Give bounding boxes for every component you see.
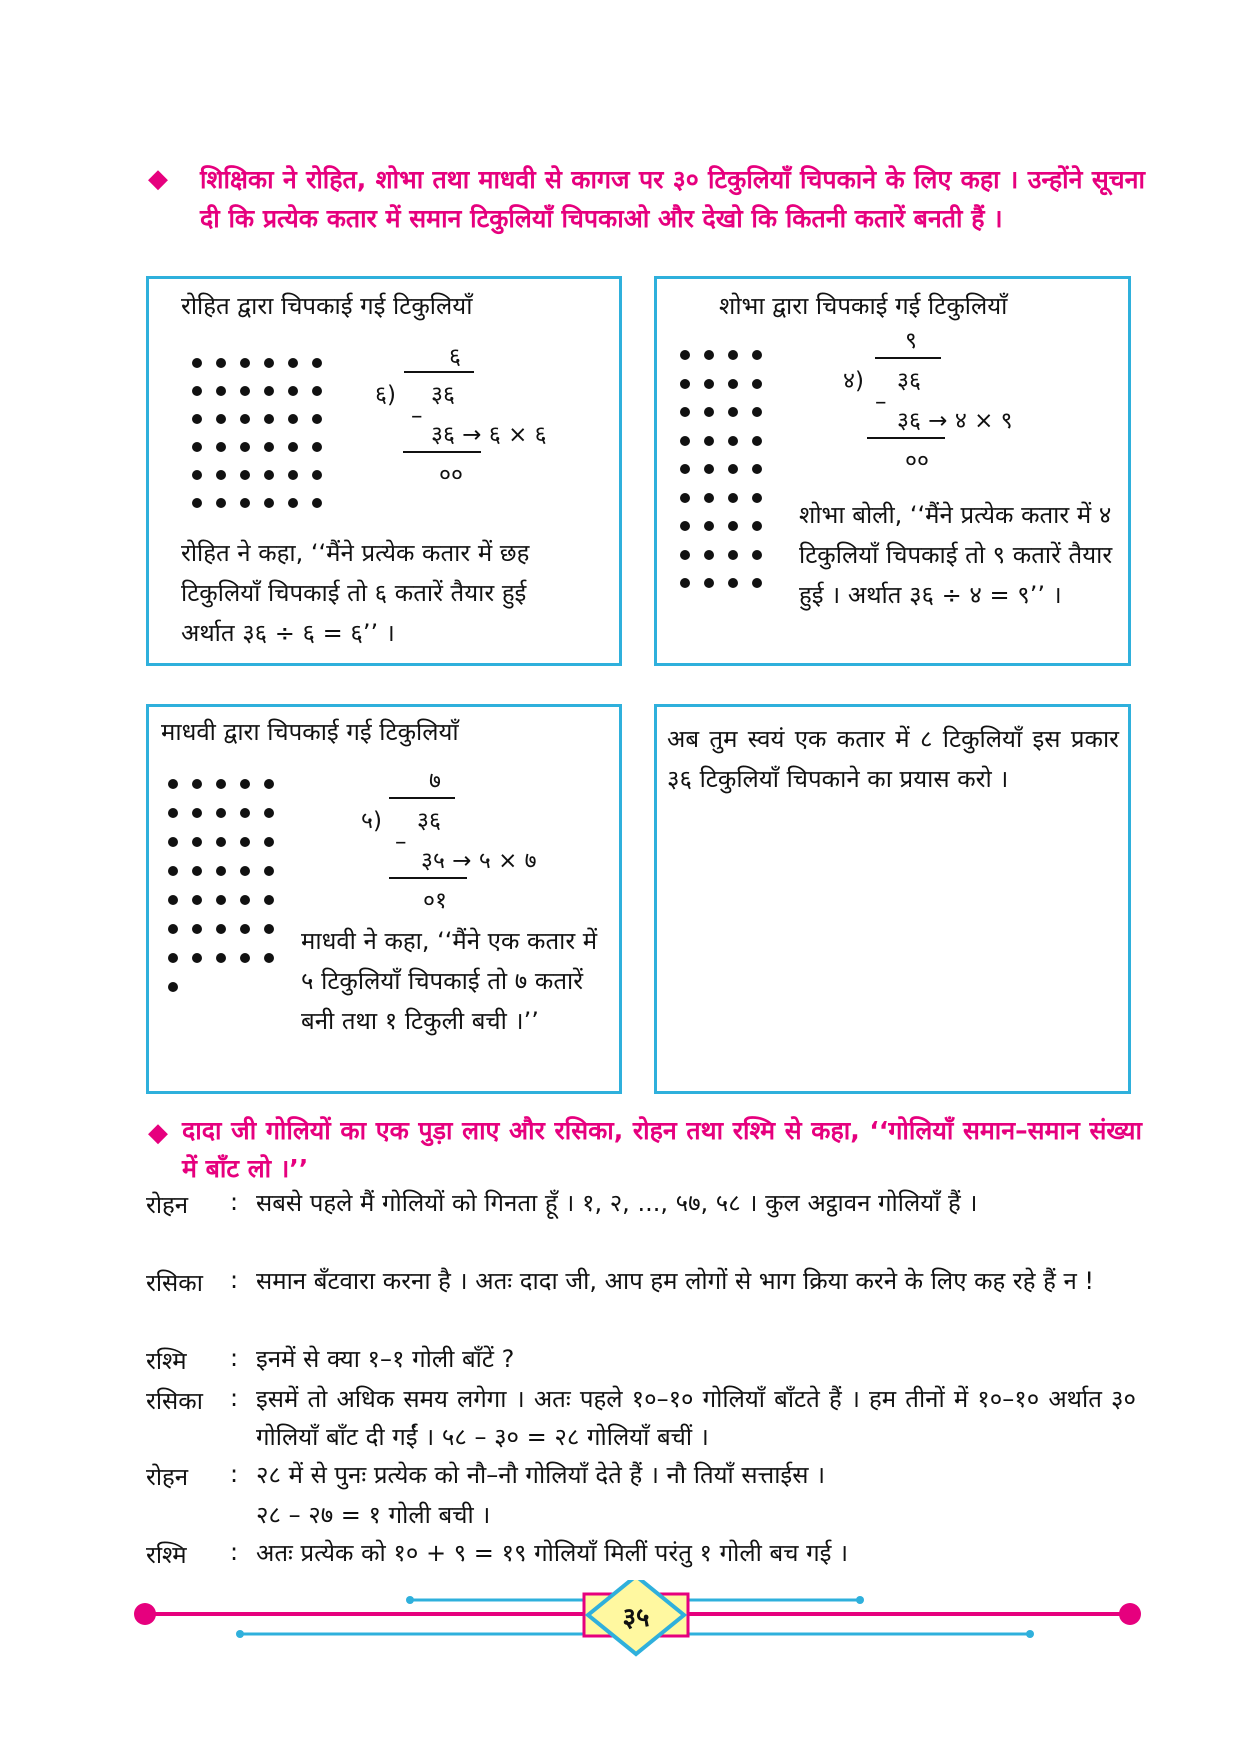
dot (264, 442, 274, 452)
diamond-bullet-icon: ◆ (148, 164, 168, 194)
dot (680, 436, 690, 446)
dot (240, 866, 250, 876)
dot (680, 407, 690, 417)
dot (192, 358, 202, 368)
dot (288, 498, 298, 508)
dialog-text: इनमें से क्या १–१ गोली बाँटें ? (256, 1345, 515, 1373)
rohit-remainder: ०० (439, 462, 463, 488)
dot (752, 493, 762, 503)
dot (216, 470, 226, 480)
dot (216, 386, 226, 396)
dot (728, 407, 738, 417)
dot (752, 578, 762, 588)
madhavi-remainder: ०१ (423, 888, 447, 914)
section2-paragraph: दादा जी गोलियों का एक पुड़ा लाए और रसिका, रोहन तथा रश्मि से कहा, ‘‘गोलियाँ समान–समान संख्या में बाँट लो ।’’ (182, 1116, 1142, 1183)
shobha-subtract: ३६ → ४ × ९ (897, 408, 1013, 434)
dot (168, 982, 178, 992)
dot (288, 358, 298, 368)
dot (704, 493, 714, 503)
dialog-text: समान बँटवारा करना है । अतः दादा जी, आप हम लोगों से भाग क्रिया करने के लिए कह रहे हैं न ! (256, 1267, 1095, 1295)
madhavi-subtract-line (389, 877, 467, 879)
dot (216, 779, 226, 789)
dot (728, 521, 738, 531)
dot (192, 470, 202, 480)
shobha-dot-grid (673, 341, 769, 598)
madhavi-box (146, 704, 622, 1094)
task-box (654, 704, 1131, 1094)
dot (192, 498, 202, 508)
dot (240, 386, 250, 396)
dot (216, 866, 226, 876)
dot (312, 386, 322, 396)
shobha-division-bar (875, 357, 941, 359)
page-number: ३५ (622, 1603, 650, 1633)
dot (240, 924, 250, 934)
dot (752, 436, 762, 446)
dot (264, 779, 274, 789)
dot (728, 550, 738, 560)
dialog-colon: : (230, 1344, 239, 1372)
dot (240, 414, 250, 424)
rohit-minus: – (411, 403, 423, 429)
dot (680, 350, 690, 360)
dialog-speaker: रसिका (146, 1269, 203, 1297)
dot (728, 493, 738, 503)
dialog-text: सबसे पहले मैं गोलियों को गिनता हूँ । १, २, ..., ५७, ५८ । कुल अट्ठावन गोलियाँ हैं । (256, 1189, 978, 1217)
dialog-colon: : (230, 1538, 239, 1566)
dot (216, 924, 226, 934)
rohit-divisor: ६) (375, 382, 396, 408)
dot (192, 953, 202, 963)
dot (704, 464, 714, 474)
shobha-quote: शोभा बोली, ‘‘मैंने प्रत्येक कतार में ४ टिकुलियाँ चिपकाई तो ९ कतारें तैयार हुई । अर्थात ३६ ÷ ४ = ९’’ । (799, 501, 1113, 609)
dot (192, 386, 202, 396)
dot (752, 521, 762, 531)
rohit-dividend: ३६ (431, 382, 455, 408)
dot (168, 924, 178, 934)
dot (192, 442, 202, 452)
madhavi-division-bar (389, 797, 455, 799)
dot (288, 414, 298, 424)
dot (288, 442, 298, 452)
dialog-colon: : (230, 1460, 239, 1488)
dot (240, 808, 250, 818)
dialog-speaker: रसिका (146, 1387, 203, 1415)
dot (264, 414, 274, 424)
madhavi-subtract: ३५ → ५ × ७ (421, 848, 537, 874)
dot (312, 470, 322, 480)
dot (264, 358, 274, 368)
dot (752, 550, 762, 560)
rohit-quotient: ६ (449, 344, 461, 370)
shobha-box (654, 276, 1131, 666)
dot (216, 895, 226, 905)
dot (680, 550, 690, 560)
dot (728, 436, 738, 446)
footer-left-dot (134, 1603, 156, 1625)
shobha-subtract-line (867, 437, 945, 439)
dot (240, 498, 250, 508)
dot (680, 578, 690, 588)
dialog-speaker: रश्मि (146, 1541, 187, 1569)
dot (240, 442, 250, 452)
dot (680, 521, 690, 531)
dot (168, 779, 178, 789)
rohit-subtract-line (403, 451, 481, 453)
dot (264, 498, 274, 508)
rohit-dot-grid (185, 349, 329, 517)
dialog-colon: : (230, 1384, 239, 1412)
dot (264, 866, 274, 876)
intro-paragraph: शिक्षिका ने रोहित, शोभा तथा माधवी से कागज पर ३० टिकुलियाँ चिपकाने के लिए कहा । उन्होंने सूचना दी कि प्रत्येक कतार में समान टिकुलियाँ चिपकाओ और देखो कि कितनी कतारें बनती हैं । (200, 165, 1145, 233)
dot (704, 407, 714, 417)
dot (728, 379, 738, 389)
dot (264, 953, 274, 963)
dot (168, 866, 178, 876)
dot (240, 837, 250, 847)
dot (168, 953, 178, 963)
rohit-quote: रोहित ने कहा, ‘‘मैंने प्रत्येक कतार में छह टिकुलियाँ चिपकाई तो ६ कतारें तैयार हुई अर्थात ३६ ÷ ६ = ६’’ । (181, 539, 530, 647)
dot (728, 578, 738, 588)
dot (312, 442, 322, 452)
dot (704, 436, 714, 446)
dot (216, 358, 226, 368)
diamond-bullet-icon: ◆ (148, 1118, 168, 1148)
dialog-text: २८ में से पुनः प्रत्येक को नौ–नौ गोलियाँ देते हैं । नौ तियाँ सत्ताईस । (256, 1461, 826, 1489)
dot (192, 837, 202, 847)
dialog-text: २८ – २७ = १ गोली बची । (256, 1501, 491, 1529)
dot (216, 953, 226, 963)
dialog-text: अतः प्रत्येक को १० + ९ = १९ गोलियाँ मिलीं परंतु १ गोली बच गई । (256, 1539, 849, 1567)
shobha-remainder: ०० (905, 448, 929, 474)
dot (240, 895, 250, 905)
rohit-division-bar (404, 371, 474, 373)
dot (240, 470, 250, 480)
dot (216, 837, 226, 847)
dot (192, 779, 202, 789)
dialog-text: इसमें तो अधिक समय लगेगा । अतः पहले १०–१० गोलियाँ बाँटते हैं । हम तीनों में १०–१० अर्थात ३० गोलियाँ बाँट दी गईं । ५८ – ३० = २८ गोलियाँ बचीं । (256, 1385, 1136, 1451)
dot (312, 498, 322, 508)
dot (680, 493, 690, 503)
dot (312, 414, 322, 424)
dot (216, 442, 226, 452)
dot (752, 407, 762, 417)
dot (704, 550, 714, 560)
rohit-box (146, 276, 622, 666)
dialog-speaker: रोहन (146, 1191, 189, 1219)
madhavi-dividend: ३६ (417, 808, 441, 834)
dot (168, 837, 178, 847)
dot (168, 808, 178, 818)
dot (728, 464, 738, 474)
dot (168, 895, 178, 905)
footer-ornament (0, 1580, 1241, 1690)
madhavi-box-title: माधवी द्वारा चिपकाई गई टिकुलियाँ (161, 718, 459, 746)
dot (264, 386, 274, 396)
dot (192, 924, 202, 934)
dot (240, 953, 250, 963)
dialog-colon: : (230, 1266, 239, 1294)
shobha-dividend: ३६ (897, 368, 921, 394)
madhavi-quotient: ७ (429, 768, 441, 794)
dot (704, 578, 714, 588)
task-text: अब तुम स्वयं एक कतार में ८ टिकुलियाँ इस प्रकार ३६ टिकुलियाँ चिपकाने का प्रयास करो । (667, 725, 1119, 793)
madhavi-minus: – (395, 829, 407, 855)
dot (264, 895, 274, 905)
dot (728, 350, 738, 360)
dot (192, 866, 202, 876)
madhavi-divisor: ५) (361, 808, 382, 834)
footer-right-dot (1119, 1603, 1141, 1625)
dot (704, 379, 714, 389)
dot (704, 350, 714, 360)
dot (752, 464, 762, 474)
dot (240, 779, 250, 789)
dot (312, 358, 322, 368)
rohit-box-title: रोहित द्वारा चिपकाई गई टिकुलियाँ (181, 292, 473, 320)
dot (240, 358, 250, 368)
dialog-speaker: रश्मि (146, 1347, 187, 1375)
dialog-colon: : (230, 1188, 239, 1216)
shobha-quotient: ९ (905, 328, 917, 354)
dot (216, 808, 226, 818)
shobha-box-title: शोभा द्वारा चिपकाई गई टिकुलियाँ (719, 292, 1008, 320)
madhavi-dot-grid (161, 769, 281, 1001)
shobha-minus: – (875, 389, 887, 415)
dot (752, 350, 762, 360)
dot (264, 924, 274, 934)
dot (216, 414, 226, 424)
dot (704, 521, 714, 531)
dot (680, 464, 690, 474)
dot (264, 808, 274, 818)
dot (288, 470, 298, 480)
dot (264, 470, 274, 480)
dialog-speaker: रोहन (146, 1463, 189, 1491)
dot (264, 837, 274, 847)
madhavi-quote: माधवी ने कहा, ‘‘मैंने एक कतार में ५ टिकुलियाँ चिपकाई तो ७ कतारें बनी तथा १ टिकुली बची ।’’ (301, 927, 598, 1035)
dot (192, 414, 202, 424)
shobha-divisor: ४) (843, 368, 864, 394)
dot (680, 379, 690, 389)
dot (216, 498, 226, 508)
dot (192, 808, 202, 818)
rohit-subtract: ३६ → ६ × ६ (431, 422, 547, 448)
dot (752, 379, 762, 389)
dot (288, 386, 298, 396)
dot (192, 895, 202, 905)
